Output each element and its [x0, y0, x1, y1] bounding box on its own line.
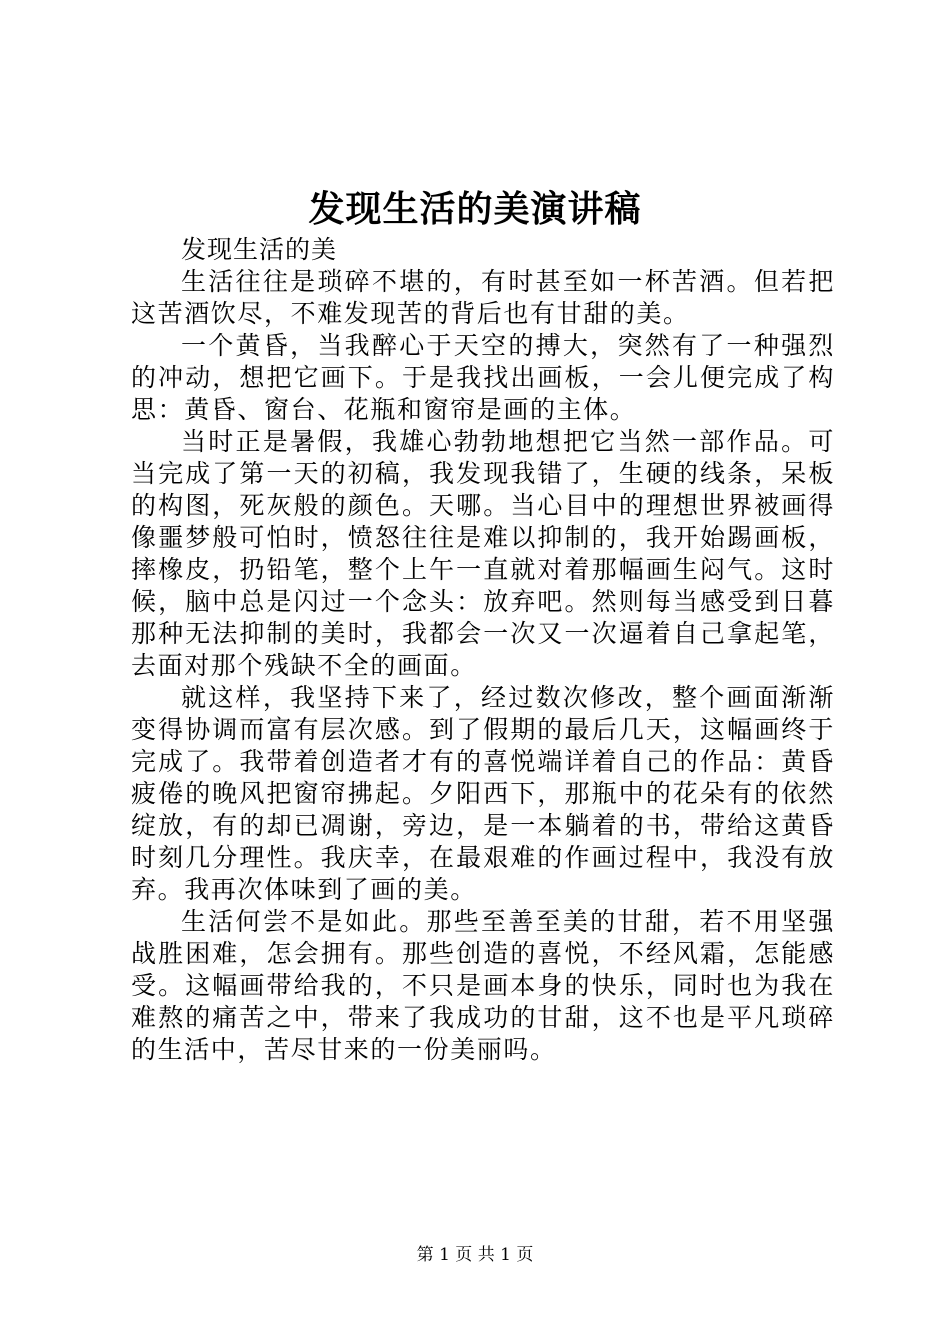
- paragraph: 生活何尝不是如此。那些至善至美的甘甜，若不用坚强战胜困难，怎会拥有。那些创造的喜悦，不经风霜，怎能感受。这幅画带给我的，不只是画本身的快乐，同时也为我在难熬的痛苦之中，带来了我成功的甘甜，这不也是平凡琐碎的生活中，苦尽甘来的一份美丽吗。: [131, 907, 835, 1064]
- paragraph: 生活往往是琐碎不堪的，有时甚至如一杯苦酒。但若把这苦酒饮尽，不难发现苦的背后也有甘甜的美。: [131, 267, 835, 328]
- paragraph: 一个黄昏，当我醉心于天空的搏大，突然有了一种强烈的冲动，想把它画下。于是我找出画板，一会儿便完成了构思：黄昏、窗台、花瓶和窗帘是画的主体。: [131, 331, 835, 424]
- document-body: [131, 234, 835, 1066]
- page-number-footer: 第 1 页 共 1 页: [416, 1245, 534, 1265]
- document-title: 发现生活的美演讲稿: [308, 188, 642, 230]
- paragraph: 当时正是暑假，我雄心勃勃地想把它当然一部作品。可当完成了第一天的初稿，我发现我错了，生硬的线条，呆板的构图，死灰般的颜色。天哪。当心目中的理想世界被画得像噩梦般可怕时，愤怒往往是难以抑制的，我开始踢画板，摔橡皮，扔铅笔，整个上午一直就对着那幅画生闷气。这时候，脑中总是闪过一个念头：放弃吧。然则每当感受到日暮那种无法抑制的美时，我都会一次又一次逼着自己拿起笔，去面对那个残缺不全的画面。: [131, 427, 835, 680]
- document-subtitle: 发现生活的美: [181, 235, 338, 264]
- paragraph: 就这样，我坚持下来了，经过数次修改，整个画面渐渐变得协调而富有层次感。到了假期的最后几天，这幅画终于完成了。我带着创造者才有的喜悦端详着自己的作品：黄昏疲倦的晚风把窗帘拂起。夕阳西下，那瓶中的花朵有的依然绽放，有的却已凋谢，旁边，是一本躺着的书，带给这黄昏时刻几分理性。我庆幸，在最艰难的作画过程中，我没有放弃。我再次体味到了画的美。: [131, 683, 835, 904]
